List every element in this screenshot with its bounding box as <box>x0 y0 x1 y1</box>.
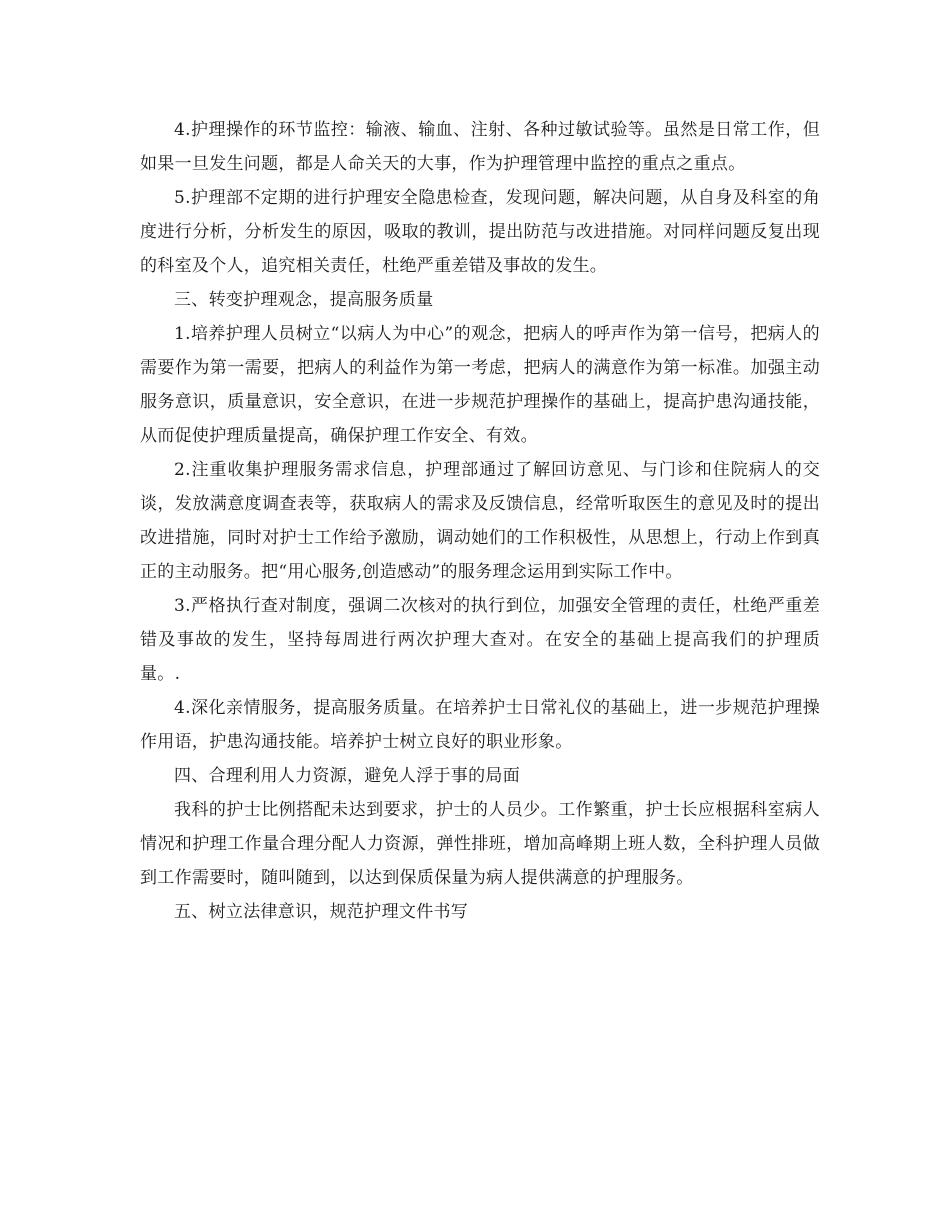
document-body <box>140 113 820 929</box>
section-5-heading: 五、树立法律意识，规范护理文件书写 <box>174 902 469 922</box>
para-3-checking-system: 3.严格执行查对制度，强调二次核对的执行到位，加强安全管理的责任，杜绝严重差错及事故的发生，坚持每周进行两次护理大查对。在安全的基础上提高我们的护理质量。. <box>140 596 820 684</box>
section-4-heading: 四、合理利用人力资源，避免人浮于事的局面 <box>174 766 520 786</box>
para-5-safety-inspection: 5.护理部不定期的进行护理安全隐患检查，发现问题，解决问题，从自身及科室的角度进行分析，分析发生的原因，吸取的教训，提出防范与改进措施。对同样问题反复出现的科室及个人，追究相关责任，杜绝严重差错及事故的发生。 <box>140 188 820 276</box>
para-4-operation-monitoring: 4.护理操作的环节监控：输液、输血、注射、各种过敏试验等。虽然是日常工作，但如果一旦发生问题，都是人命关天的大事，作为护理管理中监控的重点之重点。 <box>140 120 820 174</box>
para-4-caring-service: 4.深化亲情服务，提高服务质量。在培养护士日常礼仪的基础上，进一步规范护理操作用语，护患沟通技能。培养护士树立良好的职业形象。 <box>140 698 820 752</box>
para-1-patient-centered: 1.培养护理人员树立“以病人为中心”的观念，把病人的呼声作为第一信号，把病人的需要作为第一需要，把病人的利益作为第一考虑，把病人的满意作为第一标准。加强主动服务意识，质量意识，安全意识，在进一步规范护理操作的基础上，提高护患沟通技能，从而促使护理质量提高，确保护理工作安全、有效。 <box>140 324 820 446</box>
section-3-heading: 三、转变护理观念，提高服务质量 <box>174 290 434 310</box>
para-2-feedback-collection: 2.注重收集护理服务需求信息，护理部通过了解回访意见、与门诊和住院病人的交谈，发放满意度调查表等，获取病人的需求及反馈信息，经常听取医生的意见及时的提出改进措施，同时对护士工作给予激励，调动她们的工作积极性，从思想上，行动上作到真正的主动服务。把“用心服务,创造感动”的服务理念运用到实际工作中。 <box>140 460 820 582</box>
para-staffing: 我科的护士比例搭配未达到要求，护士的人员少。工作繁重，护士长应根据科室病人情况和护理工作量合理分配人力资源，弹性排班，增加高峰期上班人数，全科护理人员做到工作需要时，随叫随到，以达到保质保量为病人提供满意的护理服务。 <box>140 800 820 888</box>
